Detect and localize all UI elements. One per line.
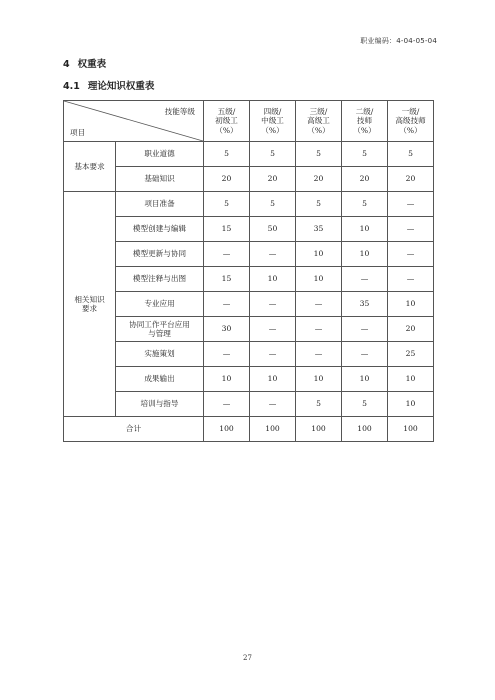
weight-cell: 35 [342,292,388,317]
weight-cell: 5 [250,142,296,167]
table-header-row [64,101,434,142]
weight-cell: 20 [388,317,434,342]
total-row [64,417,434,442]
section-heading [63,56,106,70]
weight-cell: 5 [296,192,342,217]
weight-cell: — [342,267,388,292]
item-label: 模型注释与出图 [116,267,204,292]
table-row [64,342,434,367]
weight-cell: — [250,342,296,367]
item-label: 成果输出 [116,367,204,392]
weight-cell: — [342,342,388,367]
weight-cell: 10 [296,367,342,392]
level-header: 五级/ 初级工 （%） [204,101,250,142]
section-number: 4 [63,59,70,70]
item-label: 协同工作平台应用与管理 [116,317,204,342]
subsection-heading [63,78,154,92]
table-row [64,267,434,292]
weight-cell: — [388,242,434,267]
item-label: 项目准备 [116,192,204,217]
weight-cell: 25 [388,342,434,367]
job-code: 职业编码：4-04-05-04 [360,37,437,45]
page-number: 27 [243,654,252,662]
weight-cell: 10 [388,367,434,392]
table-row [64,242,434,267]
group-label: 基本要求 [64,142,116,192]
item-label: 专业应用 [116,292,204,317]
subsection-number: 4.1 [63,81,80,92]
weight-cell: 30 [204,317,250,342]
level-header: 二级/ 技师 （%） [342,101,388,142]
weight-cell: 5 [342,142,388,167]
weight-cell: — [388,192,434,217]
item-label: 基础知识 [116,167,204,192]
weight-cell: 5 [204,192,250,217]
group-label: 相关知识要求 [64,192,116,417]
weight-cell: — [204,392,250,417]
corner-item-label: 项目 [70,127,86,137]
item-label: 培训与指导 [116,392,204,417]
weight-cell: 100 [296,417,342,442]
weight-cell: 10 [388,392,434,417]
weight-cell: — [296,342,342,367]
weight-cell: — [250,292,296,317]
weight-cell: — [204,242,250,267]
item-label: 实施策划 [116,342,204,367]
level-header: 四级/ 中级工 （%） [250,101,296,142]
weight-cell: — [342,317,388,342]
weight-cell: 20 [204,167,250,192]
weight-cell: 5 [296,142,342,167]
weight-cell: — [250,392,296,417]
level-header: 一级/ 高级技师 （%） [388,101,434,142]
weight-cell: 20 [342,167,388,192]
table-row [64,217,434,242]
weight-cell: 50 [250,217,296,242]
table-row [64,142,434,167]
weight-cell: 10 [388,292,434,317]
corner-skill-label: 技能等级 [164,107,195,116]
table-row [64,292,434,317]
header-corner-cell [64,101,204,142]
table-row [64,392,434,417]
table-row [64,317,434,342]
weight-cell: 100 [388,417,434,442]
weight-cell: 15 [204,217,250,242]
weight-cell: 100 [250,417,296,442]
weight-cell: 10 [204,367,250,392]
weight-cell: 35 [296,217,342,242]
weight-cell: — [296,292,342,317]
weight-cell: 10 [342,242,388,267]
weight-cell: 100 [342,417,388,442]
subsection-title: 理论知识权重表 [87,81,155,92]
table-row [64,192,434,217]
weight-cell: 10 [296,267,342,292]
weight-cell: 10 [342,217,388,242]
weight-cell: 5 [250,192,296,217]
weight-cell: 15 [204,267,250,292]
weight-cell: 20 [296,167,342,192]
section-title: 权重表 [77,59,107,70]
table-row [64,167,434,192]
weight-cell: — [388,267,434,292]
total-label: 合计 [64,417,204,442]
weight-cell: 5 [296,392,342,417]
weight-cell: 10 [342,367,388,392]
weight-cell: 10 [296,242,342,267]
weight-table [63,100,434,442]
weight-cell: 10 [250,267,296,292]
weight-cell: — [250,317,296,342]
weight-cell: 5 [204,142,250,167]
item-label: 职业道德 [116,142,204,167]
weight-cell: 5 [342,192,388,217]
table-row [64,367,434,392]
weight-cell: 100 [204,417,250,442]
weight-cell: — [250,242,296,267]
item-label: 模型创建与编辑 [116,217,204,242]
weight-cell: — [388,217,434,242]
weight-cell: 10 [250,367,296,392]
weight-cell: 5 [342,392,388,417]
weight-cell: 20 [388,167,434,192]
weight-cell: — [204,342,250,367]
weight-cell: 20 [250,167,296,192]
item-label: 模型更新与协同 [116,242,204,267]
weight-cell: — [204,292,250,317]
weight-cell: — [296,317,342,342]
weight-cell: 5 [388,142,434,167]
level-header: 三级/ 高级工 （%） [296,101,342,142]
